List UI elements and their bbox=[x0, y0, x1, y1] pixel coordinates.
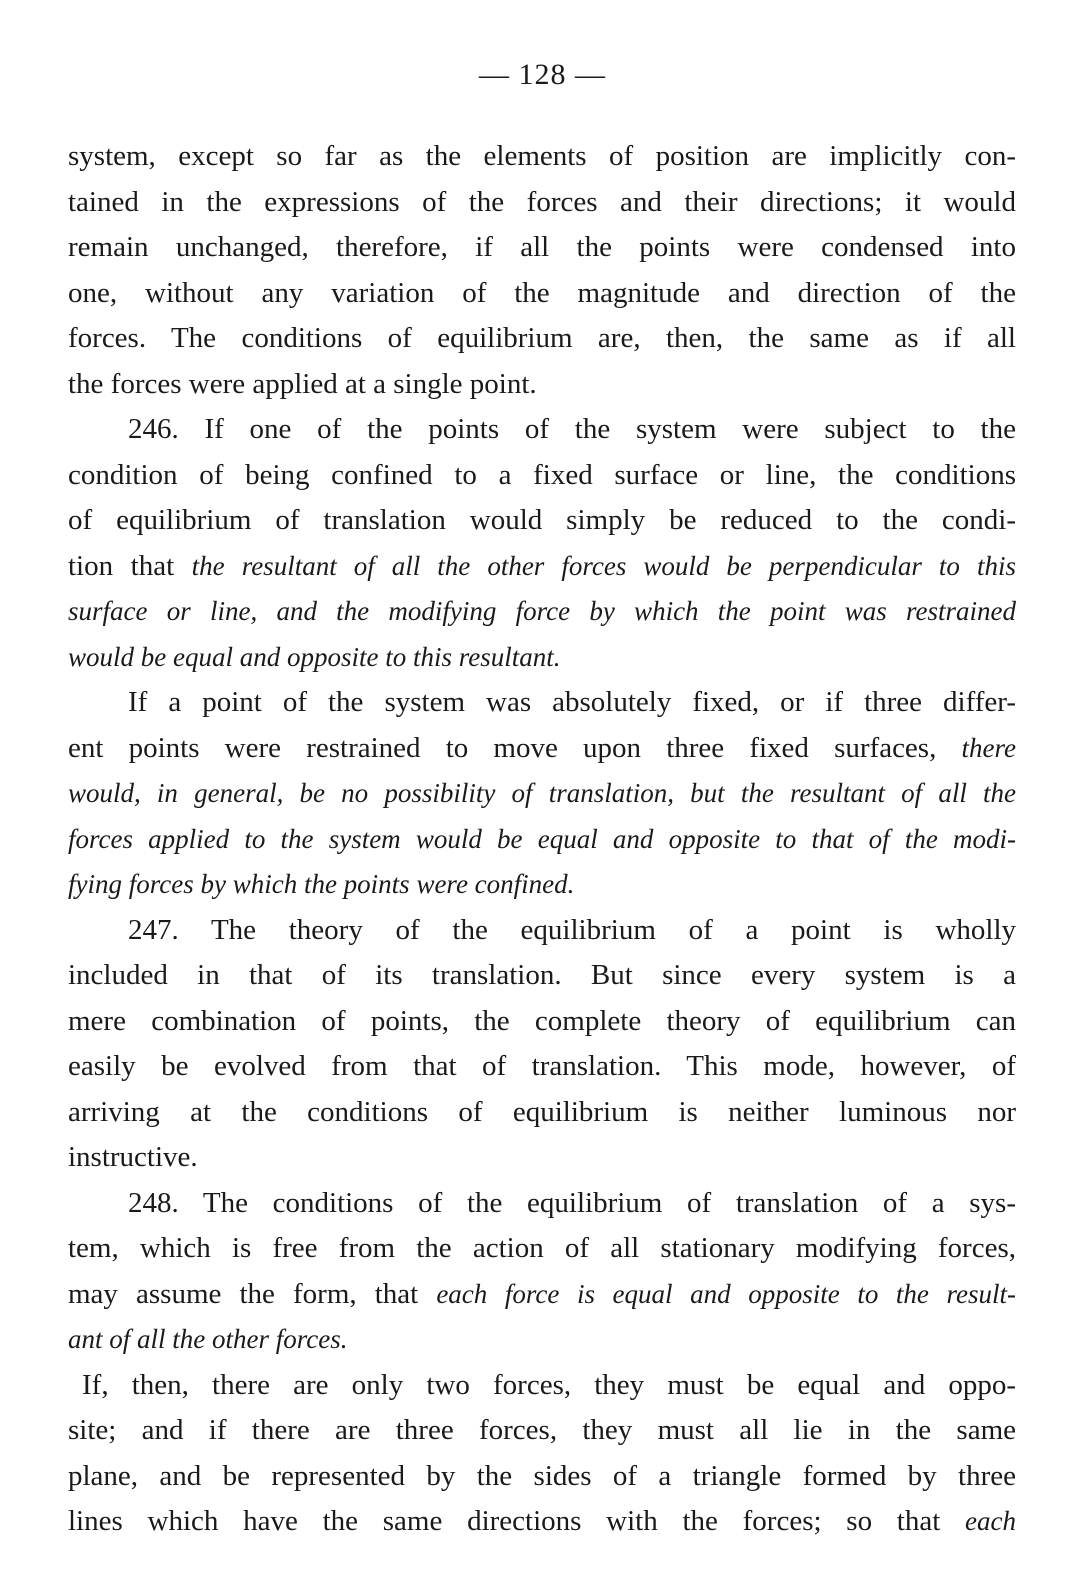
paragraph-start: If, then, there are only two forces, they must be equal and oppo- bbox=[82, 1368, 1016, 1401]
italic-line: ant of all the other forces. bbox=[68, 1324, 348, 1354]
italic-line: forces applied to the system would be equal and opposite to that of the modi- bbox=[68, 823, 1016, 854]
text-line: the forces were applied at a single point. bbox=[68, 367, 537, 400]
page-number: — 128 — bbox=[479, 58, 606, 91]
text-line: forces. The conditions of equilibrium are, then, the same as if all bbox=[68, 322, 1016, 354]
text-segment: tion that bbox=[68, 549, 192, 582]
body-text bbox=[68, 134, 1016, 1545]
paragraph-start: If a point of the system was absolutely fixed, or if three differ- bbox=[128, 686, 1016, 718]
text-line: plane, and be represented by the sides of a triangle formed by three bbox=[68, 1459, 1016, 1492]
italic-line: would be equal and opposite to this resultant. bbox=[68, 641, 561, 672]
text-line: arriving at the conditions of equilibrium is neither luminous nor bbox=[68, 1095, 1016, 1128]
paragraph-248-start: 248. The conditions of the equilibrium of translation of a sys- bbox=[128, 1186, 1016, 1219]
text-line bbox=[68, 1499, 1016, 1545]
text-line: easily be evolved from that of translation. This mode, however, of bbox=[68, 1050, 1016, 1082]
text-line: system, except so far as the elements of position are implicitly con- bbox=[68, 140, 1016, 172]
paragraph-246-start: 246. If one of the points of the system were subject to the bbox=[128, 413, 1016, 445]
italic-segment: there bbox=[961, 732, 1016, 763]
text-line: site; and if there are three forces, they must all lie in the same bbox=[68, 1414, 1016, 1446]
text-line: one, without any variation of the magnitude and direction of the bbox=[68, 276, 1016, 309]
text-line: instructive. bbox=[68, 1141, 198, 1173]
text-line bbox=[68, 1272, 1016, 1318]
italic-segment: each force is equal and opposite to the result- bbox=[436, 1278, 1016, 1309]
text-line bbox=[68, 726, 1016, 772]
text-line: mere combination of points, the complete theory of equilibrium can bbox=[68, 1004, 1016, 1037]
text-line: remain unchanged, therefore, if all the points were condensed into bbox=[68, 231, 1016, 263]
text-line bbox=[68, 544, 1016, 590]
italic-line: surface or line, and the modifying force by which the point was restrained bbox=[68, 596, 1016, 626]
text-line: condition of being confined to a fixed surface or line, the conditions bbox=[68, 458, 1016, 491]
text-segment: may assume the form, that bbox=[68, 1277, 437, 1310]
text-line: included in that of its translation. But since every system is a bbox=[68, 959, 1016, 991]
text-line: tained in the expressions of the forces and their directions; it would bbox=[68, 185, 1016, 218]
text-line: tem, which is free from the action of all stationary modifying forces, bbox=[68, 1232, 1016, 1264]
text-line: of equilibrium of translation would simply be reduced to the condi- bbox=[68, 504, 1016, 536]
paragraph-247-start: 247. The theory of the equilibrium of a point is wholly bbox=[128, 913, 1016, 946]
text-segment: ent points were restrained to move upon three fixed surfaces, bbox=[68, 731, 962, 764]
text-segment: lines which have the same directions with the forces; so that bbox=[68, 1505, 966, 1537]
italic-line: fying forces by which the points were confined. bbox=[68, 869, 575, 899]
italic-line: would, in general, be no possibility of translation, but the resultant of all the bbox=[68, 778, 1016, 808]
italic-segment: the resultant of all the other forces would be perpendicular to this bbox=[191, 550, 1016, 581]
italic-segment: each bbox=[965, 1506, 1016, 1536]
